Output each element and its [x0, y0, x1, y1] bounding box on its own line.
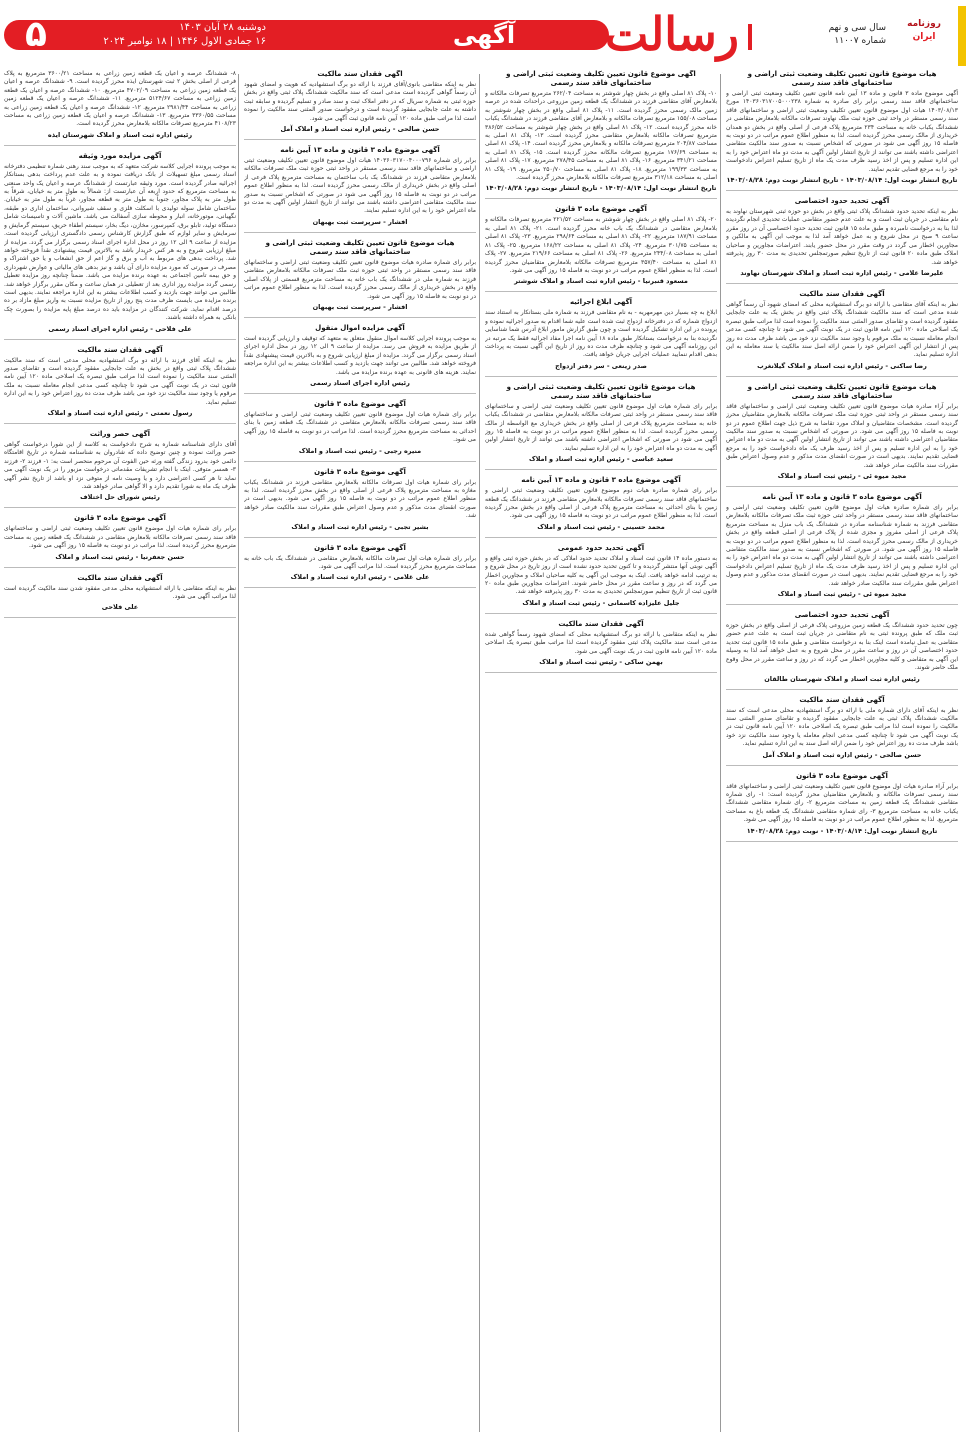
notice [726, 70, 958, 191]
notice [726, 383, 958, 487]
notice-signature: مجید میوه ئی - رئیس ثبت اسناد و املاک [777, 472, 907, 480]
notice-title: آگهی موضوع ماده ۳ قانون [796, 771, 888, 780]
notice-title: آگهی مزایده مورد وثیقه [78, 151, 162, 160]
notice-signature: محمد حسینی - رئیس ثبت اسناد و املاک [537, 522, 665, 531]
notice [485, 476, 717, 538]
corner-accent [958, 6, 966, 66]
issue-date [66, 21, 266, 49]
notice [4, 514, 236, 567]
notice [726, 493, 958, 605]
notice [485, 620, 717, 673]
notice-title: آگهی ابلاغ اجرائیه [569, 298, 633, 307]
notice-title: آگهی مزایده اموال منقول [315, 323, 405, 332]
notice [244, 400, 476, 462]
notice-body: برابر رای شماره هیات اول تصرفات مالکانه بلامعارض متقاضی فرزند در ششدانگ یکباب مغازه به مساحت مترمربع پلاک فرعی از اصلی واقع در بخش محرز گردیده است. لذا به منظور اطلاع عموم مراتب در دو نوبت به فاصله ۱۵ روز آگهی می شود. بدیهی است در صورت انقضای مدت مذکور و عدم وصول اعتراض طبق مقررات سند مالکیت صادر خواهد شد. [244, 478, 476, 520]
notice-signature: بشیر تجبی - رئیس اداره ثبت اسناد و املاک [291, 522, 429, 531]
notice [244, 468, 476, 538]
notice [726, 696, 958, 766]
brand-line-1: روزنامه [907, 19, 941, 29]
notice-signature: رئیس اداره ثبت اسناد و املاک شهرستان طالقان [764, 674, 920, 683]
notice-body: برابر رای شماره صادره هیات دوم موضوع قانون تعیین تکلیف وضعیت ثبتی اراضی و ساختمانهای فاقد سند رسمی تصرفات مالکانه بلامعارض متقاضی فرزند در ششدانگ یک قطعه زمین با بنای احداثی به مساحت مترمربع پلاک فرعی از اصلی واقع در بخش محرز گردیده است. لذا به منظور اطلاع عموم مراتب در دو نوبت به فاصله ۱۵ روز آگهی می شود. [485, 487, 717, 520]
notice-signature: مجید میوه ئی - رئیس ثبت اسناد و املاک [777, 590, 907, 599]
page-number: ۵ [25, 14, 47, 55]
notice [485, 70, 717, 199]
notice-body: برابر رای شماره ۱۴۰۳۶۰۳۱۷۰۰۴۰۰۰۷۹۶ هیات اول موضوع قانون تعیین تکلیف وضعیت ثبتی اراضی و ساختمانهای فاقد سند رسمی مستقر در واحد ثبتی حوزه ثبت ملک تصرفات مالکانه بلامعارض متقاضی فرزند در ششدانگ یک باب ساختمان به مساحت مترمربع پلاک فرعی از اصلی واقع در بخش خریداری از مالک رسمی محرز گردیده است. لذا به منظور اطلاع عموم مراتب در دو نوبت به فاصله ۱۵ روز آگهی می شود در صورتی که اشخاص نسبت به صدور سند مالکیت متقاضی اعتراضی داشته باشند می توانند از تاریخ انتشار اولین آگهی به مدت دو ماه اعتراض خود را به این اداره تسلیم نمایند. [244, 157, 476, 215]
notice-signature: افشار - سرپرست ثبت بهبهان [312, 302, 408, 311]
notice-signature: علی غلامی - رئیس اداره ثبت اسناد و املاک [290, 573, 430, 582]
notice-title: آگهی موضوع ماده ۳ قانون و ماده ۱۳ آیین نامه [762, 493, 922, 501]
notice-signature: رسول نعمتی - رئیس اداره ثبت اسناد و املاک [47, 409, 193, 417]
notice-signature: تاریخ انتشار نوبت اول: ۱۴۰۳/۰۸/۱۴ - نوبت دوم: ۱۴۰۳/۰۸/۲۸ [746, 826, 938, 835]
column-1 [726, 70, 958, 1436]
notice-signature: تاریخ انتشار نوبت اول: ۱۴۰۳/۰۸/۱۴ - تاریخ انتشار نوبت دوم: ۱۴۰۳/۰۸/۲۸ [485, 184, 717, 193]
notice-body: برابر رای شماره صادره هیات موضوع قانون تعیین تکلیف وضعیت ثبتی اراضی و ساختمانهای فاقد سند رسمی مستقر در واحد ثبتی حوزه ثبت ملک تصرفات مالکانه بلامعارض متقاضی فرزند به شماره ملی در ششدانگ یک باب خانه به مساحت مترمربع قسمتی از پلاک اصلی واقع در بخش خریداری از مالک رسمی محرز گردیده است. لذا به منظور اطلاع عموم مراتب در دو نوبت به فاصله ۱۵ روز آگهی می شود. [244, 258, 476, 300]
masthead [4, 6, 962, 64]
notice [485, 205, 717, 292]
notice-title: آگهی موضوع ماده ۳ قانون [314, 467, 406, 476]
notice-signature: رئیس اداره ثبت اسناد و املاک شهرستان ایذه [47, 130, 193, 139]
brand-line-2: ایران [912, 32, 936, 42]
section-band [354, 20, 609, 50]
notice-signature: علی فلاحی - رئیس اداره اجرای اسناد رسمی [48, 324, 192, 333]
notice-title: آگهی موضوع قانون تعیین تکلیف وضعیت ثبتی اراضی و ساختمانهای فاقد سند رسمی [506, 70, 696, 87]
notice-signature: جلیل علیزاده کاسمانی - رئیس ثبت اسناد و املاک [522, 598, 680, 607]
notice-body: به موجب پرونده اجرایی کلاسه شرکت متعهد که به موجب سند رهنی شماره تنظیمی دفترخانه اسناد رسمی مبلغ تسهیلات از بانک دریافت نموده و به علت عدم پرداخت بدهی بستانکار اجرائیه صادر گردیده است. مورد وثیقه عبارتست از ششدانگ عرصه و اعیان یک واحد صنعتی به مساحت مترمربع که حدود اربعه آن عبارتست از: شمالاً به طول متر به خیابان، شرقاً به طول متر به پلاک مجاور، جنوباً به طول متر به قطعه مجاور، غرباً به طول متر به خیابان. ساختمان شامل سوله تولیدی با اسکلت فلزی و سقف شیروانی، ساختمان اداری دو طبقه، نگهبانی، موتورخانه، انبار و محوطه سازی آسفالت می باشد. ماشین آلات و تاسیسات شامل دستگاه تولید، تابلو برق، کمپرسور، مخازن، دیگ بخار، سیستم اطفاء حریق، سیستم گرمایش و سرمایش و سایر لوازم که طبق گزارش کارشناس رسمی دادگستری ارزیابی گردیده است. مزایده از ساعت ۹ الی ۱۲ روز در محل اداره اجرای اسناد رسمی برگزار می گردد. مزایده از مبلغ ارزیابی شروع و به هر کس خریدار باشد به بالاترین قیمت پیشنهادی نقداً فروخته خواهد شد. پرداخت بدهی های مربوط به آب و برق و گاز اعم از حق انشعاب و یا حق اشتراک و مصرف در صورتی که مورد مزایده دارای آن باشد و نیز بدهی های مالیاتی و عوارض شهرداری و حق بیمه تامین اجتماعی به عهده برنده مزایده می باشد. ضمناً چنانچه روز مزایده تعطیل رسمی گردد مزایده روز اداری بعد از تعطیلی در همان ساعت و مکان مقرر برگزار خواهد شد. طالبین می توانند جهت بازدید و کسب اطلاعات بیشتر به این اداره مراجعه نمایند. بدیهی است برنده مزایده می بایست ظرف مدت پنج روز از تاریخ مزایده نسبت به واریز مبلغ مازاد بر ده درصد اقدام نماید. شرکت کنندگان در مزایده باید ده درصد مبلغ پایه مزایده را بصورت چک بانکی به همراه داشته باشند. [4, 162, 236, 322]
notice-title: آگهی تحدید حدود اختصاصی [794, 197, 890, 206]
notice-title: آگهی فقدان سند مالکیت [799, 695, 885, 704]
notice-title: آگهی تحدید حدود اختصاصی [794, 611, 890, 620]
notice-body: ۱۰- پلاک ۸۱ اصلی واقع در بخش چهار شوشتر به مساحت ۲۶۲/۰۴ مترمربع تصرفات مالکانه و بلامعارض آقای متقاضی فرزند در ششدانگ یک قطعه زمین مزروعی دراحداث شده در عرصه زمین مالک رسمی محرز گردیده است. ۱۱- پلاک ۸۱ اصلی واقع در بخش چهار شوشتر به مساحت ۱۵۵/۰۸ مترمربع تصرفات مالکانه و بلامعارض آقای متقاضی فرزند در ششدانگ یکباب خانه محرز گردیده است. ۱۲- پلاک ۸۱ اصلی واقع در بخش چهار شوشتر به مساحت ۳۸۶/۵۲ مترمربع تصرفات مالکانه بلامعارض متقاضی محرز گردیده است. ۱۳- پلاک ۸۱ اصلی به مساحت ۲۰۴/۸۷ مترمربع تصرفات مالکانه و بلامعارض محرز گردیده است. ۱۴- پلاک ۸۱ اصلی به مساحت ۱۷۶/۶۹ مترمربع تصرفات مالکانه محرز گردیده است. ۱۵- پلاک ۸۱ اصلی به مساحت ۳۴۱/۲۱ مترمربع. ۱۶- پلاک ۸۱ اصلی به مساحت ۲۷۸/۴۵ مترمربع. ۱۷- پلاک ۸۱ اصلی به مساحت ۱۹۹/۳۳ مترمربع. ۱۸- پلاک ۸۱ اصلی به مساحت ۲۵۰/۷۰ مترمربع. ۱۹- پلاک ۸۱ اصلی به مساحت ۳۱۲/۱۸ مترمربع تصرفات مالکانه بلامعارض محرز گردیده است. [485, 90, 717, 182]
notice-body: نظر به اینکه تحدید حدود ششدانگ پلاک ثبتی واقع در بخش دو حوزه ثبتی شهرستان نهاوند به نام متقاضی در جریان ثبت است و به علت عدم حضور متقاضی عملیات تحدیدی انجام نگردیده لذا بنا به درخواست نامبرده و طبق ماده ۱۵ قانون ثبت تحدید حدود اختصاصی آن در روز مقرر ساعت ۹ صبح در محل شروع و به عمل خواهد آمد لذا به موجب این آگهی به مالکین و مجاورین اخطار می گردد در وقت مقرر در محل حضور یابند. اعتراضات مجاورین و صاحبان املاک طبق ماده ۲۰ قانون ثبت از تاریخ تنظیم صورتمجلس تحدیدی به مدت ۳۰ روز پذیرفته خواهد شد. [726, 208, 958, 266]
notice-body: چون تحدید حدود ششدانگ یک قطعه زمین مزروعی پلاک فرعی از اصلی واقع در بخش حوزه ثبت ملک که طبق پرونده ثبتی به نام متقاضی در جریان ثبت است به علت عدم حضور متقاضی به عمل نیامده است اینک بنا به درخواست متقاضی و طبق ماده ۱۵ قانون ثبت تحدید حدود اختصاصی آن در روز و ساعت مقرر در محل شروع و به عمل خواهد آمد لذا به وسیله این آگهی به متقاضی و کلیه مجاورین اخطار می گردد که در روز و ساعت مقرر در محل وقوع ملک حاضر شوند. [726, 622, 958, 672]
notice-body: برابر آراء صادره هیات اول موضوع قانون تعیین تکلیف وضعیت ثبتی اراضی و ساختمانهای فاقد سند رسمی تصرفات مالکانه و بلامعارض متقاضیان محرز گردیده است: ۱- رای شماره متقاضی ششدانگ یک قطعه زمین به مساحت مترمربع ۲- رای شماره متقاضی ششدانگ یکباب خانه به مساحت مترمربع ۳- رای شماره متقاضی ششدانگ یک قطعه باغ به مساحت مترمربع. لذا به منظور اطلاع عموم مراتب در دو نوبت به فاصله ۱۵ روز آگهی می شود. [726, 782, 958, 824]
column-divider [238, 74, 239, 1432]
notice-body: نظر به اینکه متقاضی با ارائه استشهادیه محلی مدعی مفقود شدن سند مالکیت گردیده است لذا مراتب آگهی می شود. [4, 584, 236, 601]
notice [4, 70, 236, 146]
brand-mark [892, 18, 956, 54]
column-divider [479, 74, 480, 1432]
notice [4, 574, 236, 619]
notice-signature: رئیس اداره اجرای اسناد رسمی [310, 378, 410, 387]
notice-body: به موجب پرونده اجرایی کلاسه اموال منقول متعلق به متعهد که توقیف و ارزیابی گردیده است از طریق مزایده به فروش می رسد. مزایده از ساعت ۹ الی ۱۲ روز در محل اداره اجرای اسناد رسمی برگزار می گردد. مزایده از مبلغ ارزیابی شروع و به بالاترین قیمت پیشنهادی نقداً فروخته خواهد شد. طالبین می توانند جهت بازدید و کسب اطلاعات بیشتر به این اداره مراجعه نمایند. هزینه های قانونی به عهده برنده مزایده می باشد. [244, 334, 476, 376]
notice-signature: بهمن ساکی - رئیس ثبت اسناد و املاک [539, 658, 663, 667]
notice-signature: منیره رجبی - رئیس ثبت اسناد و املاک [298, 446, 422, 455]
column-divider [720, 74, 721, 1432]
logo-divider [748, 24, 752, 50]
notice [485, 298, 717, 376]
notice-signature: علی فلاحی [101, 603, 139, 612]
notice-title: آگهی حصر وراثت [89, 430, 151, 438]
date-band [4, 14, 354, 55]
notice [726, 290, 958, 377]
notice [485, 544, 717, 614]
notice-body: برابر رای شماره هیات اول تصرفات مالکانه بلامعارض متقاضی در ششدانگ یک باب خانه به مساحت مترمربع محرز گردیده است. لذا مراتب آگهی می شود. [244, 554, 476, 570]
notice-signature: رئیس شورای حل اختلاف [80, 493, 160, 502]
notice [4, 346, 236, 424]
column-2 [485, 70, 717, 1436]
column-3 [244, 70, 476, 1436]
notice-body: ابلاغ به چه بسیار دین مهرمهریه - به نام متقاضی فرزند به شماره ملی بستانکار به استناد سند ازدواج شماره که در دفترخانه ازدواج ثبت شده است علیه شما اقدام به صدور اجرائیه نموده و پرونده در این اداره تشکیل گردیده است و چون طبق گزارش مامور ابلاغ آدرس شما شناسایی نگردیده بنا به درخواست بستانکار طبق ماده ۱۸ آیین نامه اجرا مفاد اجرائیه فقط یک مرتبه در این روزنامه آگهی می شود و چنانچه ظرف مدت ده روز از تاریخ این آگهی نسبت به پرداخت بدهی اقدام ننمایید عملیات اجرایی جریان خواهد یافت. [485, 309, 717, 359]
issue-number: شماره ۱۱۰۰۷ [834, 36, 886, 46]
notice-title: آگهی موضوع ماده ۳ قانون و ماده ۱۳ آیین نامه [280, 146, 440, 155]
notice-body: برابر رای شماره هیات اول موضوع قانون تعیین تکلیف وضعیت ثبتی اراضی و ساختمانهای فاقد سند رسمی تصرفات مالکانه بلامعارض متقاضی در ششدانگ یک قطعه زمین به مساحت مترمربع محرز گردیده است. لذا مراتب در دو نوبت به فاصله ۱۵ روز آگهی می شود. [4, 525, 236, 550]
notice-body: برابر رای شماره هیات اول موضوع قانون تعیین تکلیف وضعیت ثبتی اراضی و ساختمانهای فاقد سند رسمی تصرفات مالکانه بلامعارض متقاضی در ششدانگ یک قطعه زمین با بنای احداثی به مساحت مترمربع محرز گردیده است. لذا مراتب در دو نوبت به فاصله ۱۵ روز آگهی می شود. [244, 410, 476, 444]
notice-signature: حسن جعفرنیا - رئیس ثبت اسناد و املاک [55, 552, 185, 561]
notice [244, 70, 476, 140]
classified-columns [4, 70, 962, 1436]
notice-signature: رضا ساکنی - رئیس اداره ثبت اسناد و املاک گیلانغرب [757, 361, 927, 370]
notice-body: به دستور ماده ۱۴ قانون ثبت اسناد و املاک تحدید حدود املاکی که در بخش حوزه ثبتی واقع و آگهی نوبتی آنها منتشر گردیده و تا کنون تحدید حدود نشده است از روز تاریخ در محل شروع و به ترتیب ادامه خواهد یافت. اینک به موجب این آگهی به کلیه صاحبان املاک و مجاورین اخطار می گردد که در روز و ساعت مقرر در محل حاضر شوند. اعتراضات مجاورین طبق ماده ۲۰ قانون ثبت از تاریخ تنظیم صورتمجلس تحدیدی به مدت ۳۰ روز پذیرفته خواهد شد. [485, 554, 717, 596]
notice-body: نظر به اینکه متقاضی بانوی/آقای فرزند با ارائه دو برگ استشهادیه که هویت و امضای شهود آن رسماً گواهی گردیده است مدعی است که سند مالکیت ششدانگ پلاک ثبتی واقع در بخش حوزه ثبتی به شماره سریال که در دفتر املاک ثبت و سند صادر و تسلیم گردیده و سابقه ثبت داشته به علت جابجایی مفقود گردیده است و درخواست صدور المثنی سند مالکیت را نموده است لذا مراتب طبق ماده ۱۲۰ آیین نامه قانون ثبت آگهی می شود. [244, 81, 476, 122]
notice-signature: تاریخ انتشار نوبت اول: ۱۴۰۳/۰۸/۱۴ - تاریخ انتشار نوبت دوم: ۱۴۰۳/۰۸/۲۸ [726, 176, 958, 185]
notice-body: آگهی موضوع ماده ۳ قانون و ماده ۱۳ آیین نامه قانون تعیین تکلیف وضعیت ثبتی اراضی و ساختمانهای فاقد سند رسمی برابر رای صادره به شماره ۱۴۰۳۶۰۳۱۷۰۰۵۰۰۰۲۳۸ مورخ ۱۴۰۳/۰۸/۱۳ هیات اول موضوع قانون تعیین تکلیف وضعیت ثبتی اراضی و ساختمانهای فاقد سند رسمی مستقر در واحد ثبتی حوزه ثبت ملک نهاوند تصرفات مالکانه بلامعارض متقاضی در ششدانگ یکباب خانه به مساحت ۲۳۴ مترمربع پلاک فرعی از اصلی واقع در بخش دو همدان خریداری از مالک رسمی محرز گردیده است. لذا به منظور اطلاع عموم مراتب در دو نوبت به فاصله ۱۵ روز آگهی می شود در صورتی که اشخاص نسبت به صدور سند مالکیت متقاضی اعتراضی داشته باشند می توانند از تاریخ انتشار اولین آگهی به مدت دو ماه اعتراض خود را به این اداره تسلیم و پس از اخذ رسید ظرف مدت یک ماه از تاریخ تسلیم اعتراض دادخواست خود را به مرجع قضایی تقدیم نمایند. [726, 90, 958, 173]
notice-signature: علیرضا غلامی - رئیس اداره ثبت اسناد و املاک شهرستان نهاوند [740, 268, 944, 277]
notice-body: برابر رای شماره هیات اول موضوع قانون تعیین تکلیف وضعیت ثبتی اراضی و ساختمانهای فاقد سند رسمی مستقر در واحد ثبتی تصرفات مالکانه بلامعارض متقاضی در ششدانگ یکباب خانه به مساحت مترمربع پلاک فرعی از اصلی واقع در بخش خریداری مع الواسطه از مالک رسمی محرز گردیده است. لذا به منظور اطلاع عموم مراتب در دو نوبت به فاصله ۱۵ روز آگهی می شود در صورتی که اشخاص اعتراضی داشته باشند می توانند از تاریخ انتشار اولین آگهی به مدت دو ماه اعتراض خود را به این اداره تسلیم نمایند. [485, 402, 717, 452]
notice-title: آگهی موضوع ماده ۳ قانون [314, 543, 406, 552]
column-4 [4, 70, 236, 1436]
notice-title: هیات موضوع قانون تعیین تکلیف وضعیت ثبتی اراضی و ساختمانهای فاقد سند رسمی [265, 238, 455, 256]
notice-body: نظر به اینکه متقاضی با ارائه دو برگ استشهادیه محلی که امضای شهود رسماً گواهی شده مدعی است سند مالکیت پلاک ثبتی مفقود گردیده است لذا مراتب طبق تبصره یک اصلاحی ماده ۱۲۰ آیین نامه قانون ثبت در یک نوبت آگهی می شود. [485, 630, 717, 655]
notice-title: هیات موضوع قانون تعیین تکلیف وضعیت ثبتی اراضی و ساختمانهای فاقد سند رسمی [506, 382, 696, 400]
notice-body: ۲۰- پلاک ۸۱ اصلی واقع در بخش چهار شوشتر به مساحت ۲۲۱/۵۲ مترمربع تصرفات مالکانه و بلامعارض متقاضی در ششدانگ یک باب خانه محرز گردیده است. ۲۱- پلاک ۸۱ اصلی به مساحت ۱۸۷/۹۱ مترمربع. ۲۲- پلاک ۸۱ اصلی به مساحت ۲۹۸/۶۴ مترمربع. ۲۳- پلاک ۸۱ اصلی به مساحت ۳۰۱/۷۵ مترمربع. ۲۴- پلاک ۸۱ اصلی به مساحت ۱۶۸/۲۲ مترمربع. ۲۵- پلاک ۸۱ اصلی به مساحت ۲۴۴/۰۸ مترمربع. ۲۶- پلاک ۸۱ اصلی به مساحت ۲۱۹/۶۶ مترمربع. ۲۷- پلاک ۸۱ اصلی به مساحت ۳۵۷/۴۰ مترمربع تصرفات مالکانه بلامعارض متقاضیان محرز گردیده است. لذا به منظور اطلاع عموم مراتب در دو نوبت به فاصله ۱۵ روز آگهی می شود. [485, 216, 717, 274]
notice-body: آقای دارای شناسنامه شماره به شرح دادخواست به کلاسه از این شورا درخواست گواهی حصر وراثت نموده و چنین توضیح داده که شادروان به شناسنامه شماره در تاریخ اقامتگاه دائمی خود بدرود زندگی گفته ورثه حین الفوت آن مرحوم منحصر است به: ۱- فرزند ۲- فرزند ۳- همسر متوفی. اینک با انجام تشریفات مقدماتی درخواست مزبور را در یک نوبت آگهی می نماید تا هر کسی اعتراضی دارد و یا وصیت نامه از متوفی نزد او باشد از تاریخ نشر آگهی ظرف یک ماه به شورا تقدیم دارد و الا گواهی صادر خواهد شد. [4, 441, 236, 491]
notice-body: ۸- ششدانگ عرصه و اعیان یک قطعه زمین زراعی به مساحت ۳۶۰۰/۲۱ مترمربع به پلاک فرعی از اصلی بخش ۲ ثبت شهرستان ایذه محرز گردیده است. ۹- ششدانگ عرصه و اعیان یک قطعه زمین زراعی به مساحت ۴۷۰۲/۰۹ مترمربع. ۱۰- ششدانگ عرصه و اعیان یک قطعه زمین زراعی به مساحت ۵۱۲۴/۶۷ مترمربع. ۱۱- ششدانگ عرصه و اعیان یک قطعه زمین زراعی به مساحت ۲۹۸۱/۴۴ مترمربع. ۱۲- ششدانگ عرصه و اعیان یک قطعه زمین زراعی به مساحت ۳۳۶۰/۵۵ مترمربع. ۱۳- ششدانگ عرصه و اعیان یک قطعه زمین زراعی به مساحت ۴۱۰۸/۲۳ مترمربع تصرفات مالکانه بلامعارض محرز گردیده است. [4, 70, 236, 128]
notice [726, 611, 958, 689]
notice-signature: افشار - سرپرست ثبت بهبهان [312, 217, 408, 226]
notice-body: نظر به اینکه آقای دارای شماره ملی با ارائه دو برگ استشهادیه محلی مدعی است که سند مالکیت ششدانگ پلاک ثبتی به علت جابجایی مفقود گردیده و تقاضای صدور المثنی سند مالکیت را نموده است لذا مراتب طبق تبصره یک اصلاحی ماده ۱۲۰ آیین نامه قانون ثبت در یک نوبت آگهی می شود تا چنانچه کسی مدعی انجام معامله یا وجود سند مالکیت نزد خود باشد ظرف مدت ده روز اعتراض خود را ضمن ارائه اصل سند به این اداره تسلیم نماید. [726, 706, 958, 748]
notice-title: آگهی فقدان سند مالکیت [558, 619, 644, 628]
notice-signature: حسن صالحی - رئیس اداره ثبت اسناد و املاک آمل [280, 125, 440, 134]
notice-title: آگهی تحدید حدود عمومی [557, 543, 645, 552]
notice-signature: مسعود قنبرنیا - رئیس اداره ثبت اسناد و املاک شوشتر [514, 277, 688, 286]
section-label: آگهی [452, 21, 516, 49]
notice-title: هیات موضوع قانون تعیین تکلیف وضعیت ثبتی اراضی و ساختمانهای فاقد سند رسمی [747, 70, 937, 87]
notice [4, 152, 236, 340]
notice [244, 544, 476, 589]
notice [726, 772, 958, 842]
notice [4, 430, 236, 508]
notice-title: آگهی فقدان سند مالکیت [317, 70, 403, 78]
notice-signature: حسن صالحی - رئیس اداره ثبت اسناد و املاک آمل [762, 750, 922, 759]
notice-body: نظر به اینکه آقای متقاضی با ارائه دو برگ استشهادیه محلی که امضای شهود آن رسماً گواهی شده مدعی است که سند مالکیت ششدانگ پلاک ثبتی واقع در بخش یک به علت جابجایی مفقود گردیده است و تقاضای صدور المثنی سند مالکیت را نموده است لذا مراتب طبق تبصره یک اصلاحی ماده ۱۲۰ آیین نامه قانون ثبت در یک نوبت آگهی می شود تا چنانچه کسی مدعی انجام معامله نسبت به ملک مرقوم یا وجود سند مالکیت نزد خود می باشد ظرف مدت ده روز پس از انتشار این آگهی اعتراض خود را ضمن ارائه اصل سند مالکیت یا سند معامله به این اداره تسلیم نماید. [726, 300, 958, 359]
notice-title: آگهی موضوع ماده ۳ قانون [555, 205, 647, 214]
notice-title: آگهی فقدان سند مالکیت [77, 345, 163, 354]
notice-title: آگهی فقدان سند مالکیت [77, 573, 163, 582]
notice [244, 146, 476, 233]
newspaper-logo: رسالت [605, 7, 739, 61]
date-line-1: دوشنبه ۲۸ آبان ۱۴۰۳ [179, 22, 266, 33]
issue-info [756, 22, 886, 48]
notice-title: آگهی موضوع ماده ۳ قانون [74, 514, 166, 523]
notice-body: نظر به اینکه آقای فرزند با ارائه دو برگ استشهادیه محلی مدعی است که سند مالکیت ششدانگ پلاک ثبتی واقع در بخش به علت جابجایی مفقود گردیده است و تقاضای صدور المثنی سند مالکیت را نموده است لذا مراتب طبق تبصره یک اصلاحی ماده ۱۲۰ آیین نامه قانون ثبت در یک نوبت آگهی می شود تا چنانچه کسی مدعی انجام معامله نسبت به ملک مرقوم یا وجود سند مالکیت نزد خود می باشد ظرف مدت ده روز اعتراض خود را به این اداره تسلیم نماید. [4, 356, 236, 406]
issue-year: سال سی و نهم [828, 23, 886, 33]
notice-body: برابر آراء صادره هیات موضوع قانون تعیین تکلیف وضعیت ثبتی اراضی و ساختمانهای فاقد سند رسمی مستقر در واحد ثبتی حوزه ثبت ملک تصرفات مالکانه بلامعارض متقاضیان محرز گردیده است. مشخصات متقاضیان و املاک مورد تقاضا به شرح ذیل جهت اطلاع عموم در دو نوبت به فاصله ۱۵ روز آگهی می شود. در صورتی که اشخاص نسبت به صدور سند مالکیت متقاضیان اعتراضی داشته باشند می توانند از تاریخ انتشار اولین آگهی به مدت دو ماه اعتراض خود را به این اداره تسلیم و پس از اخذ رسید ظرف یک ماه دادخواست خود را به مرجع قضایی تقدیم نمایند. بدیهی است در صورت انقضای مدت مذکور و عدم وصول اعتراض طبق مقررات سند مالکیت صادر خواهد شد. [726, 402, 958, 469]
date-line-2: ۱۶ جمادی الاول ۱۴۴۶ | ۱۸ نوامبر ۲۰۲۴ [103, 36, 266, 47]
notice-signature: صدر زینعی - سر دفتر ازدواج [555, 361, 647, 370]
notice [244, 239, 476, 318]
notice [726, 197, 958, 284]
notice-title: هیات موضوع قانون تعیین تکلیف وضعیت ثبتی اراضی و ساختمانهای فاقد سند رسمی [747, 382, 937, 400]
notice-title: آگهی موضوع ماده ۳ قانون و ماده ۱۳ آیین نامه [521, 476, 681, 485]
notice-title: آگهی فقدان سند مالکیت [799, 289, 885, 298]
notice-body: برابر رای شماره صادره هیات اول موضوع قانون تعیین تکلیف وضعیت ثبتی اراضی و ساختمانهای فاقد سند رسمی مستقر در واحد ثبتی حوزه ثبت ملک تصرفات مالکانه بلامعارض متقاضی فرزند به شماره شناسنامه صادره در ششدانگ یک باب منزل به مساحت مترمربع پلاک فرعی از اصلی مفروز و مجزی شده از پلاک فرعی از اصلی قطعه واقع در بخش خریداری از مالک رسمی محرز گردیده است. لذا به منظور اطلاع عموم مراتب در دو نوبت به فاصله ۱۵ روز آگهی می شود. در صورتی که اشخاص نسبت به صدور سند مالکیت متقاضی اعتراضی داشته باشند می توانند از تاریخ انتشار اولین آگهی به مدت دو ماه اعتراض خود را به این اداره تسلیم و پس از اخذ رسید ظرف مدت یک ماه از تاریخ تسلیم اعتراض دادخواست خود را به مرجع قضایی تقدیم نمایند. بدیهی است در صورت انقضای مدت مذکور و عدم وصول اعتراض طبق مقررات سند مالکیت صادر خواهد شد. [726, 504, 958, 587]
notice-title: آگهی موضوع ماده ۳ قانون [314, 399, 406, 408]
notice [485, 383, 717, 470]
notice [244, 324, 476, 394]
notice-signature: سعید عباسی - رئیس اداره ثبت اسناد و املاک [528, 455, 674, 464]
